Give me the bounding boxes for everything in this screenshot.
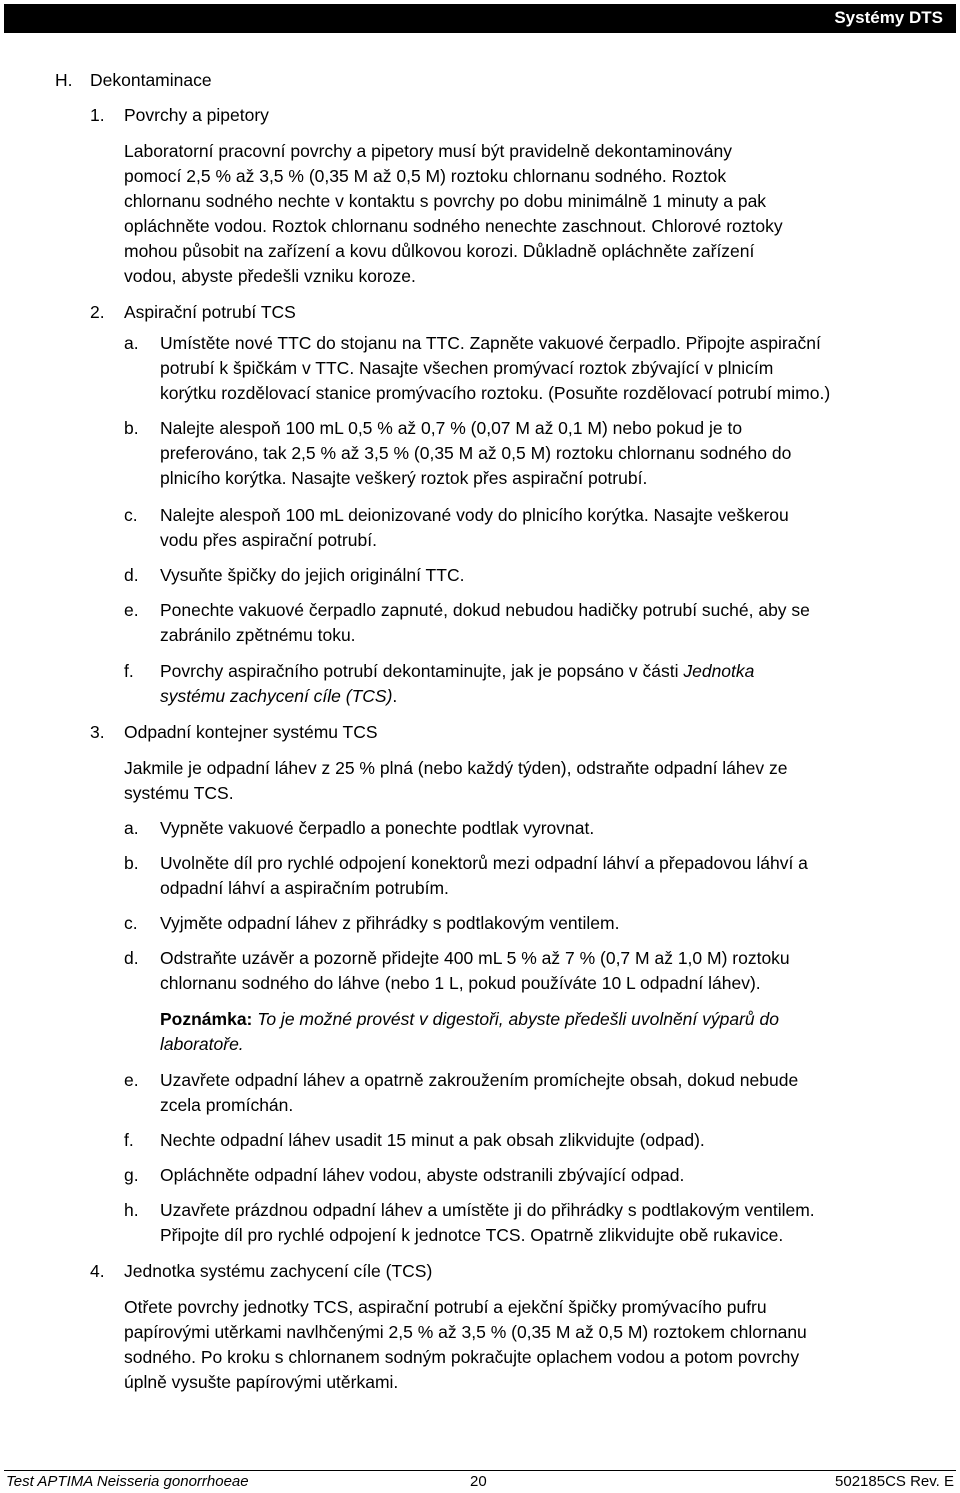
item-line: zcela promíchán. [160, 1095, 294, 1115]
item-label: a. [124, 818, 139, 838]
s4-number: 4. [90, 1261, 105, 1281]
footer-rule [4, 1470, 956, 1471]
paragraph-line: papírovými utěrkami navlhčenými 2,5 % až 3,5 % (0,35 M až 0,5 M) roztokem chlornanu [124, 1322, 807, 1342]
item-label: h. [124, 1200, 139, 1220]
section-label: H. [55, 70, 73, 90]
s4-title: Jednotka systému zachycení cíle (TCS) [124, 1261, 433, 1281]
footer-product: Test APTIMA Neisseria gonorrhoeae [6, 1473, 249, 1490]
item-line: korýtku rozdělovací stanice promývacího roztoku. (Posuňte rozdělovací potrubí mimo.) [160, 383, 831, 403]
item-line: Nalejte alespoň 100 mL deionizované vody do plnicího korýtka. Nasajte veškerou [160, 505, 789, 525]
paragraph-line: Laboratorní pracovní povrchy a pipetory musí být pravidelně dekontaminovány [124, 141, 732, 161]
paragraph-line: mohou působit na zařízení a kovu důlkovou korozi. Důkladně opláchněte zařízení [124, 241, 755, 261]
paragraph-line: chlornanu sodného nechte v kontaktu s povrchy po dobu minimálně 1 minuty a pak [124, 191, 767, 211]
item-line: Nechte odpadní láhev usadit 15 minut a pak obsah zlikvidujte (odpad). [160, 1130, 705, 1150]
item-label: f. [124, 1130, 134, 1150]
section-title: Dekontaminace [90, 70, 212, 90]
item-line [160, 658, 754, 684]
s2-title: Aspirační potrubí TCS [124, 302, 296, 322]
item-line: zabránilo zpětnému toku. [160, 625, 356, 645]
paragraph-line: sodného. Po kroku s chlornanem sodným pokračujte oplachem vodou a potom povrchy [124, 1347, 800, 1367]
paragraph-line: úplně vysušte papírovými utěrkami. [124, 1372, 399, 1392]
item-label: c. [124, 913, 138, 933]
item-line: Ponechte vakuové čerpadlo zapnuté, dokud nebudou hadičky potrubí suché, aby se [160, 600, 810, 620]
item-label: g. [124, 1165, 139, 1185]
item-label: b. [124, 853, 139, 873]
s3-title: Odpadní kontejner systému TCS [124, 722, 378, 742]
item-line: Uzavřete prázdnou odpadní láhev a umístěte ji do přihrádky s podtlakovým ventilem. [160, 1200, 815, 1220]
item-label: a. [124, 333, 139, 353]
s3-number: 3. [90, 722, 105, 742]
item-line: plnicího korýtka. Nasajte veškerý roztok přes aspirační potrubí. [160, 468, 648, 488]
item-line: Vyjměte odpadní láhev z přihrádky s podtlakovým ventilem. [160, 913, 620, 933]
paragraph-line: opláchněte vodou. Roztok chlornanu sodného nenechte zaschnout. Chlorové roztoky [124, 216, 783, 236]
paragraph-line: Jakmile je odpadní láhev z 25 % plná (nebo každý týden), odstraňte odpadní láhev ze [124, 758, 788, 778]
item-line: Připojte díl pro rychlé odpojení k jednotce TCS. Opatrně zlikvidujte obě rukavice. [160, 1225, 784, 1245]
item-label: b. [124, 418, 139, 438]
cross-reference: Jednotka [683, 661, 755, 681]
item-label: d. [124, 948, 139, 968]
item-line: Nalejte alespoň 100 mL 0,5 % až 0,7 % (0,07 M až 0,1 M) nebo pokud je to [160, 418, 743, 438]
note-text: To je možné provést v digestoři, abyste předešli uvolnění výparů do [252, 1009, 779, 1029]
note-line: laboratoře. [160, 1034, 244, 1054]
footer-document-id: 502185CS Rev. E [835, 1473, 954, 1490]
paragraph-line: pomocí 2,5 % až 3,5 % (0,35 M až 0,5 M) roztoku chlornanu sodného. Roztok [124, 166, 727, 186]
item-line: Odstraňte uzávěr a pozorně přidejte 400 mL 5 % až 7 % (0,7 M až 1,0 M) roztoku [160, 948, 790, 968]
item-line: Uzavřete odpadní láhev a opatrně zakroužením promíchejte obsah, dokud nebude [160, 1070, 799, 1090]
item-label: e. [124, 1070, 139, 1090]
item-label: f. [124, 661, 134, 681]
cross-reference: systému zachycení cíle (TCS) [160, 686, 393, 706]
item-line: Vysuňte špičky do jejich originální TTC. [160, 565, 465, 585]
item-line: preferováno, tak 2,5 % až 3,5 % (0,35 M až 0,5 M) roztoku chlornanu sodného do [160, 443, 792, 463]
item-line: Vypněte vakuové čerpadlo a ponechte podtlak vyrovnat. [160, 818, 595, 838]
footer-page-number: 20 [470, 1473, 487, 1490]
item-text: . [392, 686, 398, 706]
item-line: potrubí k špičkám v TTC. Nasajte všechen promývací roztok zbývající v plnicím [160, 358, 774, 378]
item-line: Opláchněte odpadní láhev vodou, abyste odstranili zbývající odpad. [160, 1165, 685, 1185]
item-label: c. [124, 505, 138, 525]
item-line: Umístěte nové TTC do stojanu na TTC. Zapněte vakuové čerpadlo. Připojte aspirační [160, 333, 821, 353]
s2-number: 2. [90, 302, 105, 322]
s1-number: 1. [90, 105, 105, 125]
item-label: e. [124, 600, 139, 620]
paragraph-line: Otřete povrchy jednotky TCS, aspirační potrubí a ejekční špičky promývacího pufru [124, 1297, 767, 1317]
item-label: d. [124, 565, 139, 585]
item-text: Povrchy aspiračního potrubí dekontaminujte, jak je popsáno v části [160, 661, 684, 681]
item-line: vodu přes aspirační potrubí. [160, 530, 377, 550]
note-line [160, 1006, 779, 1032]
item-line: chlornanu sodného do láhve (nebo 1 L, pokud používáte 10 L odpadní láhev). [160, 973, 761, 993]
item-line [160, 683, 397, 709]
paragraph-line: vodou, abyste předešli vzniku koroze. [124, 266, 416, 286]
s1-title: Povrchy a pipetory [124, 105, 269, 125]
header-title: Systémy DTS [834, 8, 943, 27]
paragraph-line: systému TCS. [124, 783, 234, 803]
note-label: Poznámka: [160, 1009, 253, 1029]
item-line: odpadní láhví a aspiračním potrubím. [160, 878, 449, 898]
item-line: Uvolněte díl pro rychlé odpojení konektorů mezi odpadní láhví a přepadovou láhví a [160, 853, 808, 873]
header-bar [4, 4, 956, 33]
